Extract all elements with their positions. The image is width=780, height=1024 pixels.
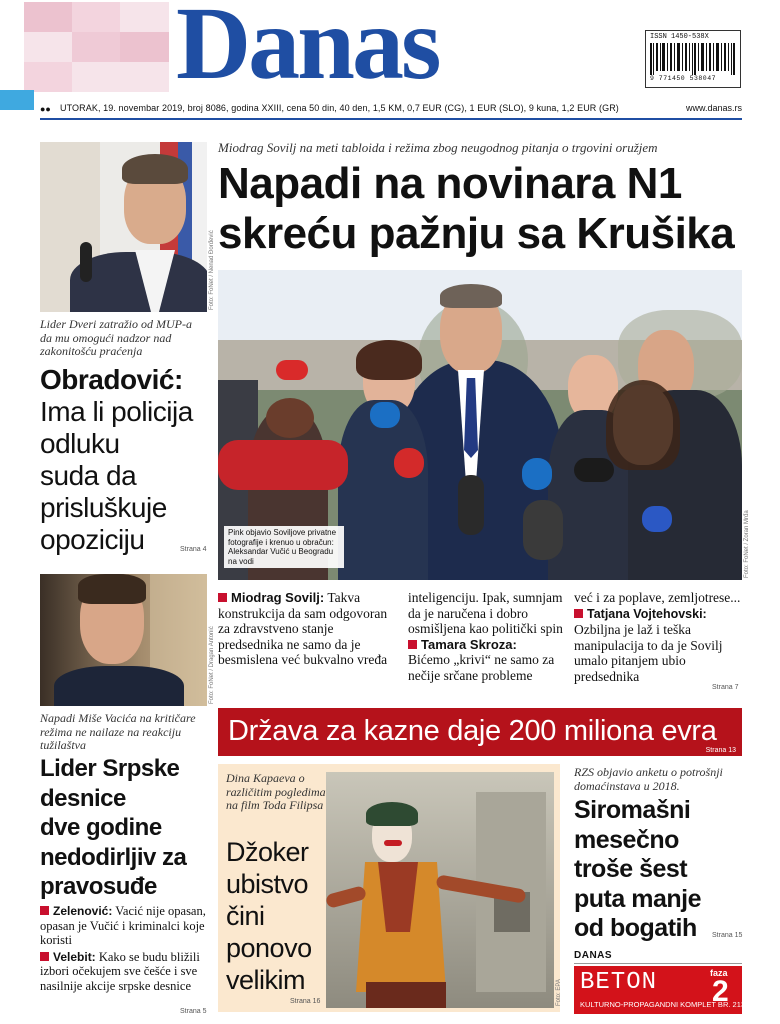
joker-page-ref: Strana 16 [290,998,321,1005]
rzs-page-ref: Strana 15 [712,932,743,939]
dateline-bar [40,100,742,120]
beton-divider [574,963,742,964]
vacic-bullets [40,904,206,993]
main-col-2 [408,590,564,684]
joker-kicker: Dina Kapaeva o različitim pogledima na film Toda Filipsa [226,771,326,812]
red-square-icon [40,952,49,961]
main-kicker: Miodrag Sovilj na meti tabloida i režima zbog neugodnog pitanja o trgovini oružjem [218,140,658,155]
bullet-text-zelenovic: Vacić nije opasan, opasan je Vučić i kriminalci koje koristi [40,904,206,947]
joker-headline-line: velikim [226,965,306,995]
cyan-corner-mark [0,90,34,110]
beton-faza: faza [710,968,728,978]
red-square-icon [574,609,583,618]
bullet-dots: ●● [40,104,51,114]
main-col-1 [218,590,396,668]
issn-label: ISSN 1450-538X [650,33,709,41]
vacic-photo [40,574,207,706]
red-square-icon [408,640,417,649]
vacic-page-ref: Strana 5 [180,1008,207,1015]
joker-headline-line: ubistvo [226,869,309,899]
vacic-headline-line: desnice [40,784,126,812]
vacic-headline-line: Lider Srpske [40,755,180,782]
obradovic-photo-credit: Foto: FoNet / Nenad Đorđević [209,230,215,310]
bullet-text-velebit: Kako se budu bližili izbori očekujem sve češće i sve nasilnije akcije srpske desnice [40,949,200,993]
quote-text-vojtehovski: Ozbiljna je laž i teška manipulacija to da je Sovilj umalo pitanjem ubio predsednika [574,622,723,684]
obradovic-headline [40,396,210,556]
joker-headline-line: čini [226,901,265,931]
main-col-3 [574,590,742,685]
obradovic-headline-line: odluku [40,428,120,459]
rzs-headline-line: mesečno [574,825,679,854]
main-headline-line2: skreću pažnju sa Krušika [218,209,735,258]
obradovic-headline-bold: Obradović: [40,364,183,395]
obradovic-page-ref: Strana 4 [180,546,207,553]
kazne-banner [218,708,742,756]
obradovic-headline-line: Ima li policija [40,396,193,427]
rzs-headline-line: troše šest [574,855,688,883]
quote-text-sovilj: Takva konstrukcija da sam odgovoran za zdravstveno stanje predsednika ne samo da je besmislena već bukvalno vređa [218,590,388,668]
quote-text-sovilj-cont: inteligenciju. Ipak, sumnjam da je naručena i dobro osmišljena kao politički spin [408,590,563,637]
vacic-photo-credit: Foto: FoNet / Dragan Antonić [209,626,215,704]
kazne-banner-text: Država za kazne daje 200 miliona evra [228,715,717,747]
joker-photo-credit: Foto: EPA [556,979,562,1006]
barcode-number: 9 771450 538047 [650,75,717,82]
beton-number: 2 [712,975,729,1008]
joker-headline [226,836,326,996]
main-headline-line1: Napadi na novinara N1 [218,159,682,208]
red-square-icon [218,593,227,602]
dateline-text: UTORAK, 19. novembar 2019, broj 8086, godina XXIII, cena 50 din, 40 den, 1,5 KM, 0,7 EUR (CG), 1 EUR (SLO), 9 kuna, 1,2 EUR (GR) [60,103,619,113]
rzs-headline-line: od bogatih [574,914,697,942]
logo-placeholder-blur [24,2,169,92]
bullet-name-velebit: Velebit: [53,949,96,964]
main-photo-caption: Pink objavio Soviljove privatne fotografije i krenuo u obračun: Aleksandar Vučić u Beogradu na vodi [224,526,344,568]
beton-subtitle: KULTURNO-PROPAGANDNI KOMPLET BR. 213 [580,1000,746,1009]
joker-photo [326,772,554,1008]
red-square-icon [40,906,49,915]
vacic-kicker: Napadi Miše Vacića na kritičare režima ne nailaze na reakciju tužilaštva [40,711,196,752]
masthead-logo: Danas [176,0,439,101]
rzs-headline-line: Siromašni [574,796,691,824]
quote-text-skroza-cont: već i za poplave, zemljotrese... [574,590,741,605]
quote-name-sovilj: Miodrag Sovilj: [231,590,325,605]
obradovic-headline-line: opoziciju [40,524,145,555]
rzs-headline [574,796,744,944]
obradovic-photo [40,142,207,312]
joker-headline-line: ponovo [226,933,312,963]
beton-label: DANAS [574,950,613,961]
barcode-box [645,30,741,88]
website-text: www.danas.rs [685,103,742,113]
vacic-headline-line: nedodirljiv za [40,843,187,871]
quote-text-skroza: Bićemo „krivi“ ne samo za nečije srčane probleme [408,652,555,683]
vacic-headline [40,754,215,902]
obradovic-kicker: Lider Dveri zatražio od MUP-a da mu omogući nadzor nad zakonitošću praćenja [40,317,192,358]
rzs-headline-line: puta manje [574,884,701,913]
joker-headline-line: Džoker [226,837,309,867]
main-photo-credit: Foto: FoNet / Zoran Mrđa [744,510,750,578]
kazne-page-ref: Strana 13 [705,747,736,754]
beton-title: BETON [580,969,658,996]
bullet-name-zelenovic: Zelenović: [53,904,113,918]
obradovic-headline-line: suda da [40,460,137,491]
quote-name-skroza: Tamara Skroza: [421,636,517,652]
main-photo [218,270,742,580]
quote-name-vojtehovski: Tatjana Vojtehovski: [587,606,707,621]
vacic-headline-line: pravosuđe [40,873,157,900]
beton-box[interactable] [574,966,746,1014]
obradovic-headline-line: prisluškuje [40,492,167,523]
vacic-headline-line: dve godine [40,814,162,841]
main-page-ref: Strana 7 [712,684,739,691]
rzs-kicker: RZS objavio anketu o potrošnji domaćinstava u 2018. [574,765,723,793]
barcode-icon [650,43,736,75]
